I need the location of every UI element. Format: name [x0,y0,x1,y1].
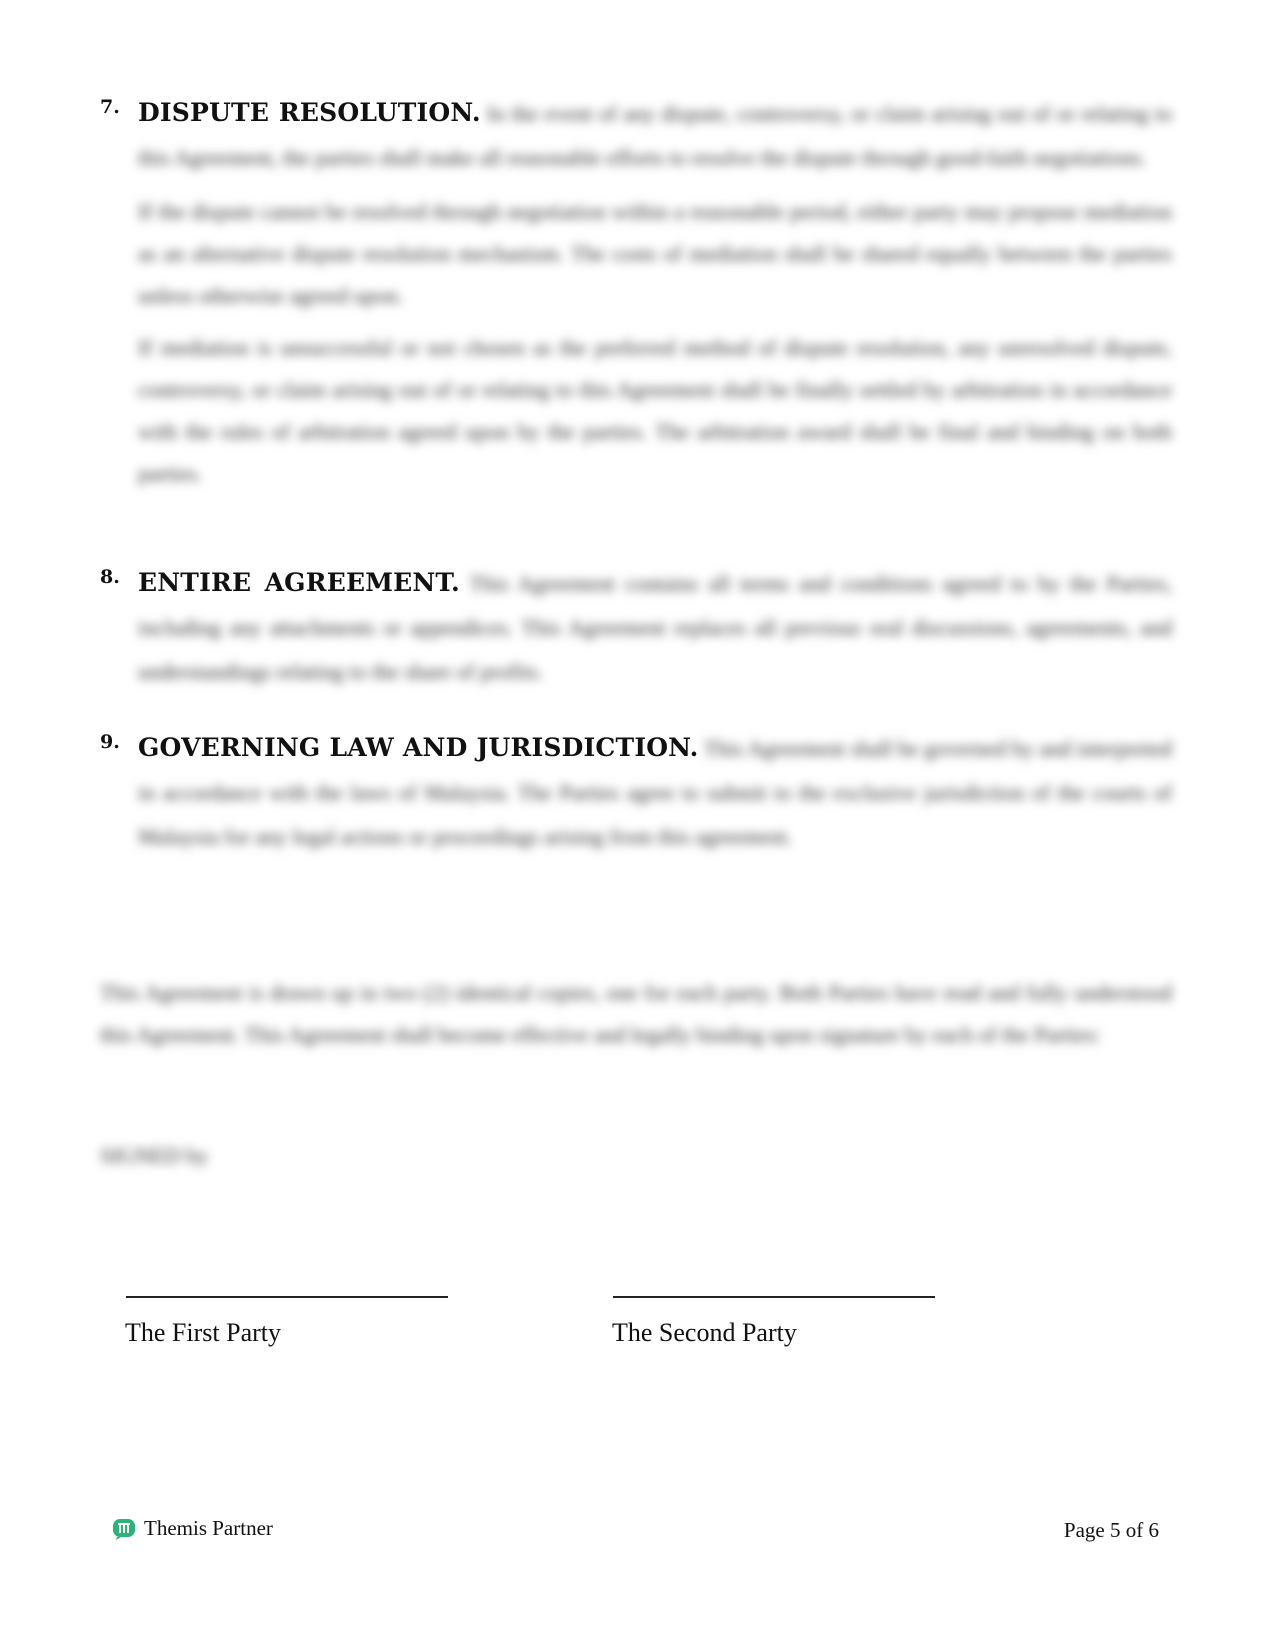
second-party-label: The Second Party [612,1318,797,1347]
closing-paragraph: This Agreement is drawn up in two (2) identical copies, one for each party. Both Parties have read and fully understood this Agreement. This Agreement shall become effective and legally binding upon signature by each of the Parties: [100,980,1172,1047]
footer-brand [112,1516,273,1541]
signature-line [613,1296,935,1298]
section-number: 8. [100,566,120,588]
section-title: ENTIRE AGREEMENT. [138,568,460,597]
section-paragraph: If mediation is unsuccessful or not chosen as the preferred method of dispute resolution, any unresolved dispute, controversy, or claim arising out of or relating to this Agreement shall be finally settled by arbitration in accordance with the rules of arbitration agreed upon by the parties. The arbitration award shall be final and binding on both parties. [138,335,1172,486]
section-number: 7. [100,96,120,118]
signed-by-label: SIGNED by [100,1143,209,1168]
themis-logo-icon [112,1518,136,1540]
section-paragraph: If the dispute cannot be resolved through negotiation within a reasonable period, either party may propose mediation as an alternative dispute resolution mechanism. The costs of mediation shall be shared equally between the parties unless otherwise agreed upon. [138,199,1172,308]
section-paragraph: This Agreement shall be governed by and interpreted in accordance with the laws of Malaysia. The Parties agree to submit to the exclusive jurisdiction of the courts of Malaysia for any legal actions or proceedings arising from this agreement. [138,736,1172,849]
signature-block-second-party [612,1296,942,1348]
first-party-label: The First Party [125,1318,281,1347]
signature-line [126,1296,448,1298]
section-paragraph: This Agreement contains all terms and conditions agreed to by the Parties, including any attachments or appendices. This Agreement replaces all previous oral discussions, agreements, and understandings relating to the share of profits. [138,571,1172,684]
section-title: DISPUTE RESOLUTION. [138,98,481,127]
section-title: GOVERNING LAW AND JURISDICTION. [138,733,699,762]
page-number: Page 5 of 6 [1063,1518,1159,1542]
section-number: 9. [100,731,120,753]
brand-name: Themis Partner [144,1516,273,1540]
section-paragraph: In the event of any dispute, controversy, or claim arising out of or relating to this Agreement, the parties shall make all reasonable efforts to resolve the dispute through good-faith negotiations. [138,101,1172,170]
signature-block-first-party [125,1296,455,1348]
